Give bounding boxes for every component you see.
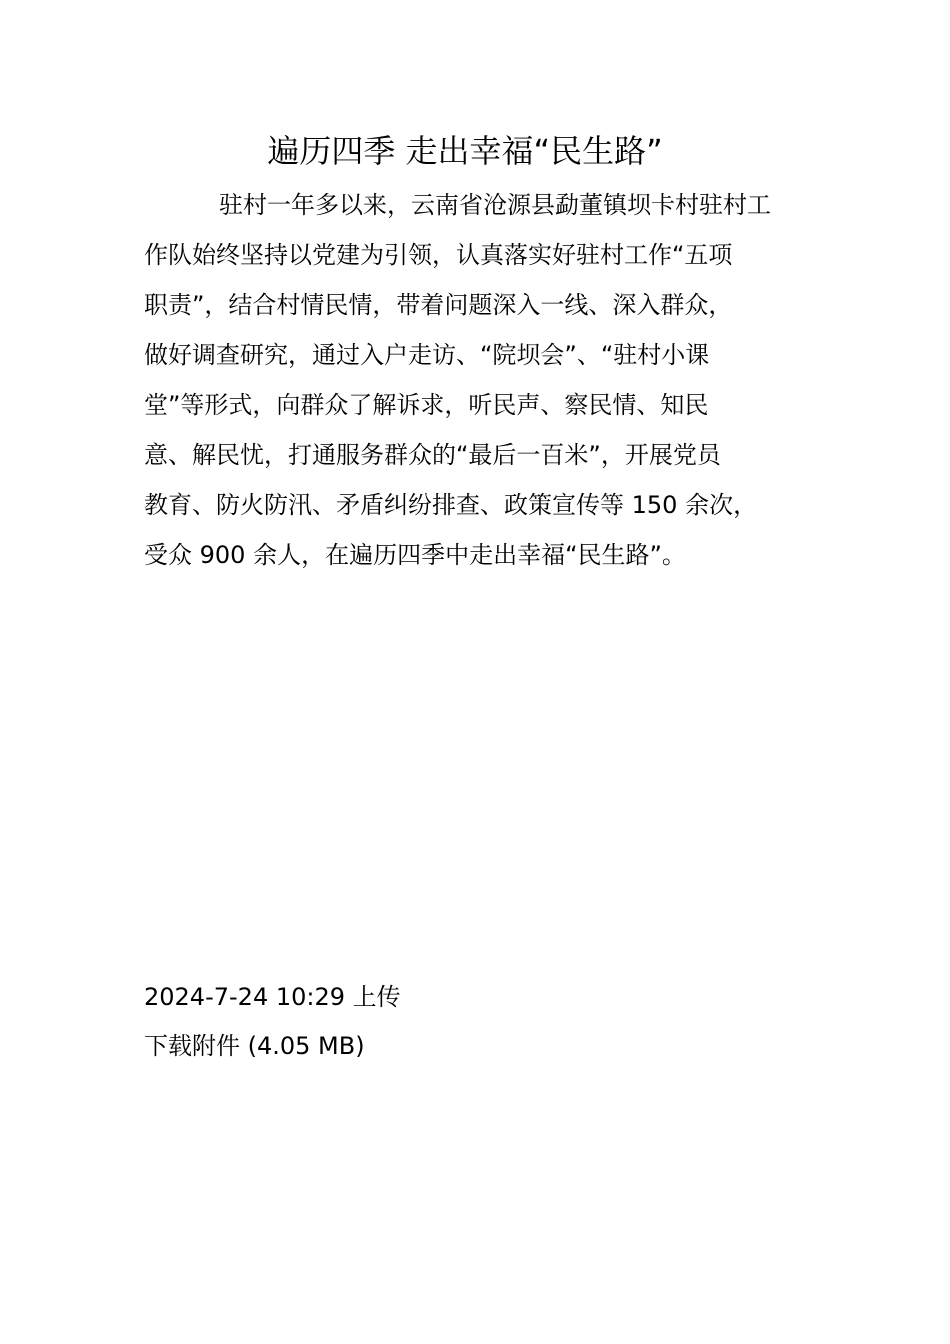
body-line: 作队始终坚持以党建为引领，认真落实好驻村工作“五项	[144, 241, 733, 269]
body-line: 意、解民忧，打通服务群众的“最后一百米”，开展党员	[144, 441, 721, 469]
body-line: 做好调查研究，通过入户走访、“院坝会”、“驻村小课	[144, 341, 710, 369]
article-title: 遍历四季 走出幸福“民生路”	[267, 132, 663, 170]
body-line: 教育、防火防汛、矛盾纠纷排查、政策宣传等 150 余次，	[144, 491, 758, 519]
body-line: 驻村一年多以来，云南省沧源县勐董镇坝卡村驻村工	[219, 191, 771, 219]
article-body	[144, 180, 810, 580]
download-attachment-link[interactable]: 下载附件 (4.05 MB)	[144, 1032, 365, 1060]
body-line: 职责”，结合村情民情，带着问题深入一线、深入群众，	[144, 291, 733, 319]
body-line: 受众 900 余人，在遍历四季中走出幸福“民生路”。	[144, 541, 686, 569]
body-line: 堂”等形式，向群众了解诉求，听民声、察民情、知民	[144, 391, 709, 419]
upload-timestamp: 2024-7-24 10:29 上传	[144, 983, 401, 1011]
